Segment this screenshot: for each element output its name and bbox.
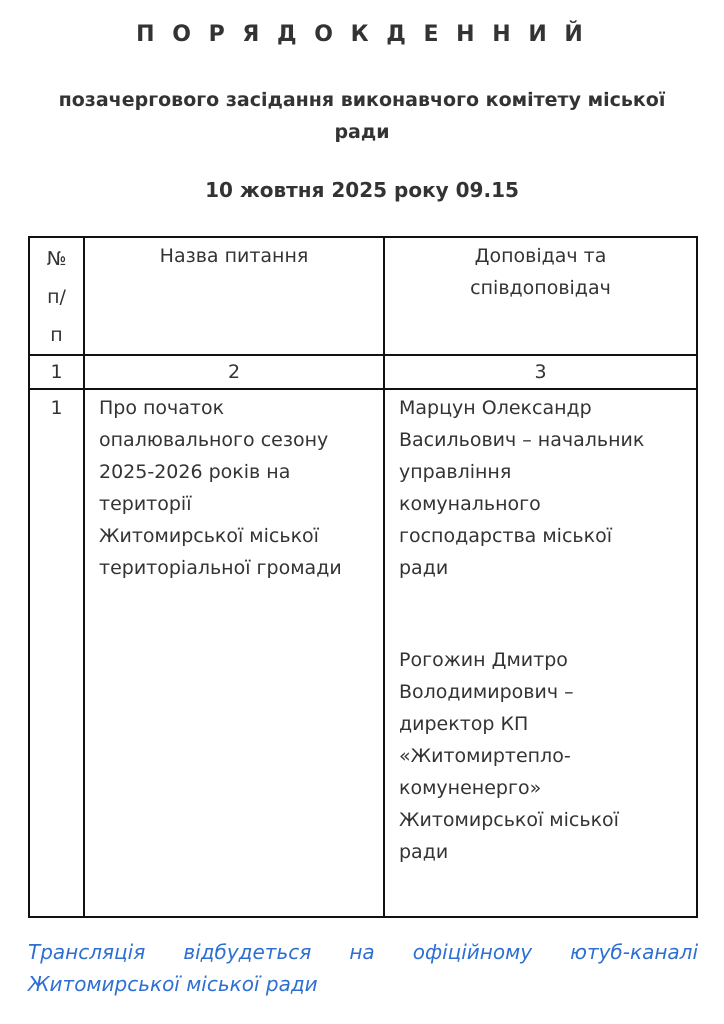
speaker-line: Рогожин Дмитро [399,649,568,671]
speaker-line: Володимирович – [399,681,574,703]
header-number-cell [29,237,84,355]
header-speaker-line-2: співдоповідач [470,277,611,299]
speaker-line: ради [399,841,449,863]
header-title-label: Назва питання [159,245,309,267]
title-line: опалювального сезону [99,429,329,451]
subtitle-line-1: позачергового засідання виконавчого комітету міської [58,89,666,111]
header-title-cell [84,237,384,355]
speaker-line: господарства міської [399,525,612,547]
header-speaker-line-1: Доповідач та [474,245,607,267]
subtitle-line-2: ради [334,121,390,143]
column-number-1: 1 [29,355,84,389]
row-number-cell: 1 [29,389,84,917]
header-number-line-1: № [46,248,67,270]
row-speaker-cell [384,389,697,917]
speaker-line: комунального [399,493,541,515]
meeting-subtitle [30,84,694,148]
title-line: територіальної громади [99,557,342,579]
speaker-spacer [399,584,690,644]
speaker-line: «Житомиртепло- [399,745,571,767]
header-speaker-cell [384,237,697,355]
broadcast-note: Трансляція відбудеться на офіційному ютуб-каналі Житомирської міської ради [28,940,698,996]
row-title-cell [84,389,384,917]
title-line: території [99,493,192,515]
page-title: П О Р Я Д О К Д Е Н Н И Й [136,22,588,47]
column-number-row [29,355,697,389]
header-number-line-3: п [50,324,63,346]
speaker-line: Марцун Олександр [399,397,592,419]
column-number-2: 2 [84,355,384,389]
speaker-line: управління [399,461,512,483]
header-number-line-2: п/ [47,286,66,308]
title-line: Житомирської міської [99,525,319,547]
speaker-line: Васильович – начальник [399,429,645,451]
speaker-line: ради [399,557,449,579]
speaker-1-block [399,392,690,584]
column-number-3: 3 [384,355,697,389]
title-line: Про початок [99,397,225,419]
speaker-line: комуненерго» [399,777,542,799]
speaker-2-block [399,644,690,868]
meeting-date: 10 жовтня 2025 року 09.15 [205,178,519,202]
speaker-line: директор КП [399,713,529,735]
agenda-table [28,236,698,918]
title-line: 2025-2026 років на [99,461,291,483]
table-row [29,389,697,917]
speaker-line: Житомирської міської [399,809,619,831]
table-header-row [29,237,697,355]
